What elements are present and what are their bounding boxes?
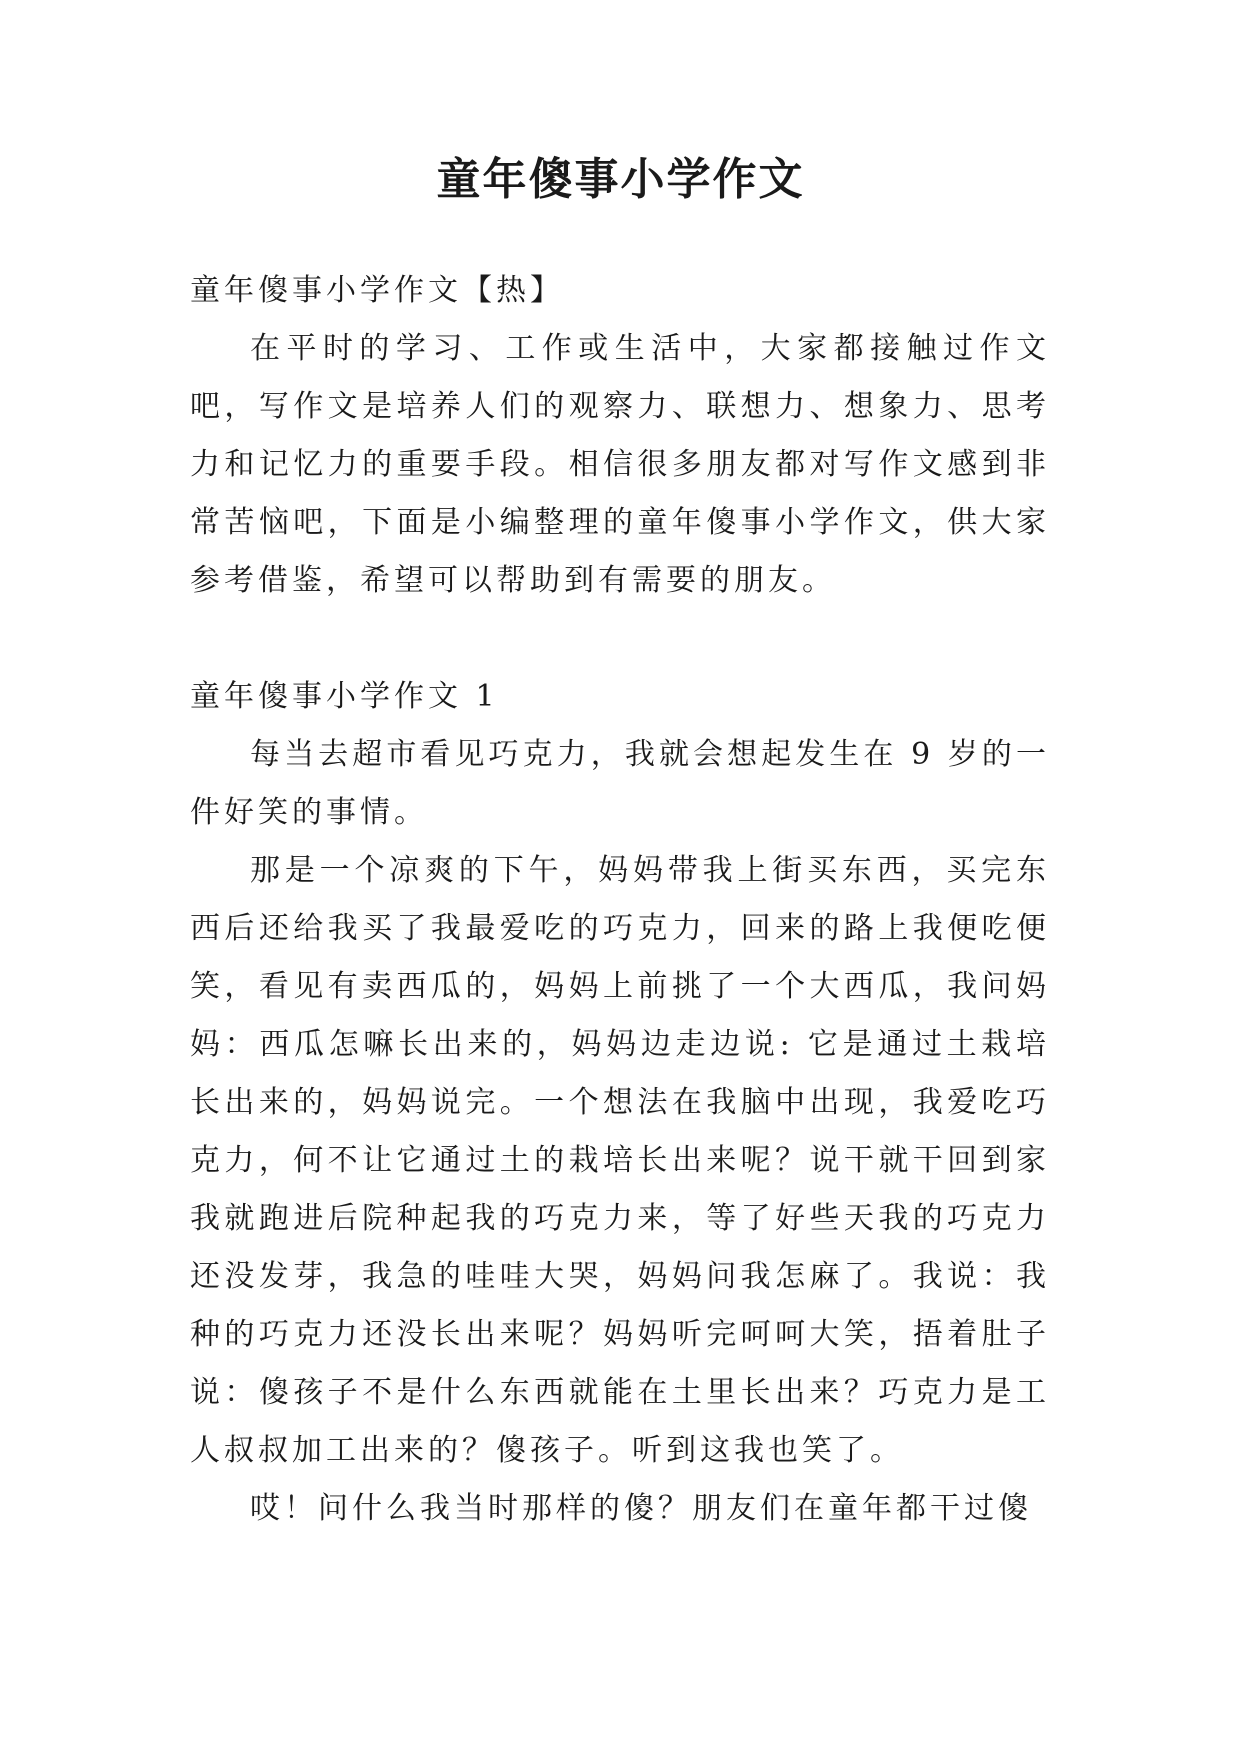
document-body xyxy=(190,262,1050,1538)
section-spacer xyxy=(190,610,1050,668)
essay-heading: 童年傻事小学作文 1 xyxy=(190,679,499,714)
essay-paragraph-3: 哎！问什么我当时那样的傻？朋友们在童年都干过傻 xyxy=(250,1491,1032,1526)
essay-paragraph-1: 每当去超市看见巧克力，我就会想起发生在 9 岁的一件好笑的事情。 xyxy=(190,737,1050,830)
document-title: 童年傻事小学作文 xyxy=(436,154,805,205)
intro-paragraph: 在平时的学习、工作或生活中，大家都接触过作文吧，写作文是培养人们的观察力、联想力、想象力、思考力和记忆力的重要手段。相信很多朋友都对写作文感到非常苦恼吧，下面是小编整理的童年傻事小学作文，供大家参考借鉴，希望可以帮助到有需要的朋友。 xyxy=(190,331,1050,598)
essay-paragraph-2: 那是一个凉爽的下午，妈妈带我上街买东西，买完东西后还给我买了我最爱吃的巧克力，回来的路上我便吃便笑，看见有卖西瓜的，妈妈上前挑了一个大西瓜，我问妈妈：西瓜怎嘛长出来的，妈妈边走边说: 它是通过土栽培长出来的，妈妈说完。一个想法在我脑中出现，我爱吃巧克力，何不让它通过土的栽培长出来呢？说干就干回到家我就跑进后院种起我的巧克力来，等了好些天我的巧克力还没发芽，我急的哇哇大哭，妈妈问我怎麻了。我说：我种的巧克力还没长出来呢？妈妈听完呵呵大笑，捂着肚子说：傻孩子不是什么东西就能在土里长出来？巧克力是工人叔叔加工出来的？傻孩子。听到这我也笑了。 xyxy=(190,853,1050,1468)
intro-heading: 童年傻事小学作文【热】 xyxy=(190,273,564,308)
